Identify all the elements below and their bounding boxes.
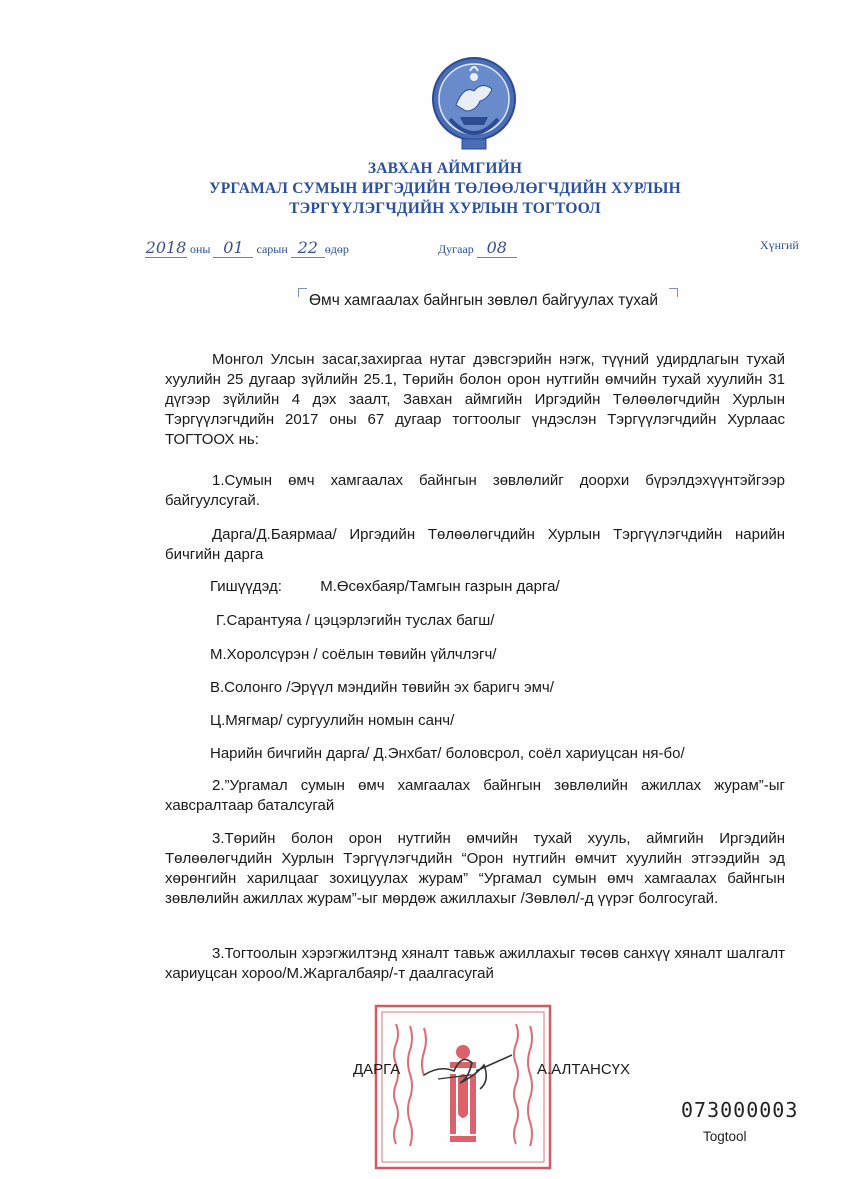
document-serial-number: 073000003 xyxy=(681,1098,799,1122)
handwritten-signature-icon xyxy=(420,1045,520,1095)
members-first-line xyxy=(210,578,560,595)
subject-title: Өмч хамгаалах байнгын зөвлөл байгуулах тухай xyxy=(309,292,659,309)
document-type-label: Togtool xyxy=(703,1129,747,1144)
subject-bracket-left xyxy=(298,288,307,297)
date-day: 22 xyxy=(291,238,325,258)
number-label: Дугаар xyxy=(438,242,474,256)
header-council: УРГАМАЛ СУМЫН ИРГЭДИЙН ТӨЛӨӨЛӨГЧДИЙН ХУРЛЫН xyxy=(209,180,681,197)
preamble-paragraph xyxy=(165,350,785,450)
signatory-title: ДАРГА xyxy=(353,1061,401,1078)
date-year: 2018 xyxy=(145,238,187,257)
item-3b-paragraph xyxy=(165,944,785,984)
header-resolution: ТЭРГҮҮЛЭГЧДИЙН ХУРЛЫН ТОГТООЛ xyxy=(289,200,601,217)
date-year-label: оны xyxy=(190,242,211,256)
members-label: Гишүүдэд: xyxy=(210,578,282,595)
document-number-handwritten: 08 xyxy=(477,238,517,258)
number-line xyxy=(438,238,517,258)
date-line xyxy=(145,238,349,258)
preamble-text: Монгол Улсын засаг,захиргаа нутаг дэвсгэрийн нэгж, түүний удирдлагын тухай хуулийн 25 дугаар зүйлийн 25.1, Төрийн болон орон нутгийн өмчийн тухай хуулийн 31 дүгээр зүйлийн 4 дэх заалт, Завхан аймгийн Иргэдийн Төлөөлөгчдийн Хурлын Тэргүүлэгчдийн 2017 оны 67 дугаар тогтоолыг үндэслэн Тэргүүлэгчдийн Хурлаас ТОГТООХ нь: xyxy=(165,351,785,448)
member-3: М.Хоролсүрэн / соёлын төвийн үйлчлэгч/ xyxy=(210,646,497,663)
member-4: В.Солонго /Эрүүл мэндийн төвийн эх баригч эмч/ xyxy=(210,679,554,696)
subject-bracket-right xyxy=(669,288,678,297)
item-3-paragraph xyxy=(165,829,785,909)
member-secretary: Нарийн бичгийн дарга/ Д.Энхбат/ боловсрол, соёл хариуцсан ня-бо/ xyxy=(210,745,685,762)
date-month-label: сарын xyxy=(256,242,288,256)
place-name: Хүнгий xyxy=(760,238,799,252)
state-emblem-icon xyxy=(430,55,518,155)
member-2: Г.Сарантуяа / цэцэрлэгийн туслах багш/ xyxy=(216,612,495,629)
date-month: 01 xyxy=(213,238,253,258)
signatory-name: А.АЛТАНСҮХ xyxy=(537,1061,631,1078)
item-2-text: 2.”Ургамал сумын өмч хамгаалах байнгын зөвлөлийн ажиллах журам”-ыг хавсралтаар баталсугай xyxy=(165,777,785,814)
chair-text: Дарга/Д.Баярмаа/ Иргэдийн Төлөөлөгчдийн Хурлын Тэргүүлэгчдийн нарийн бичгийн дарга xyxy=(165,526,785,563)
date-day-label: өдөр xyxy=(324,242,349,256)
chair-paragraph xyxy=(165,525,785,565)
item-1-paragraph xyxy=(165,471,785,511)
item-2-paragraph xyxy=(165,776,785,816)
item-3-text: 3.Төрийн болон орон нутгийн өмчийн тухай хууль, аймгийн Иргэдийн Төлөөлөгчдийн Хурлын Тэргүүлэгчдийн “Орон нутгийн өмчит хуулийн этгээдийн эд хөрөнгийн харилцааг зохицуулах журам” “Ургамал сумын өмч хамгаалах байнгын зөвлөлийн ажиллах журам”-ыг мөрдөж ажиллахыг /Зөвлөл/-д үүрэг болгосугай. xyxy=(165,830,785,907)
item-1-text: 1.Сумын өмч хамгаалах байнгын зөвлөлийг доорхи бүрэлдэхүүнтэйгээр байгуулсугай. xyxy=(165,472,785,509)
item-3b-text: 3.Тогтоолын хэрэгжилтэнд хяналт тавьж ажиллахыг төсөв санхүү хяналт шалгалт хариуцсан хороо/М.Жаргалбаяр/-т даалгасугай xyxy=(165,945,785,982)
member-5: Ц.Мягмар/ сургуулийн номын санч/ xyxy=(210,712,455,729)
member-1: М.Өсөхбаяр/Тамгын газрын дарга/ xyxy=(320,578,560,595)
header-aimag: ЗАВХАН АЙМГИЙН xyxy=(367,160,523,177)
